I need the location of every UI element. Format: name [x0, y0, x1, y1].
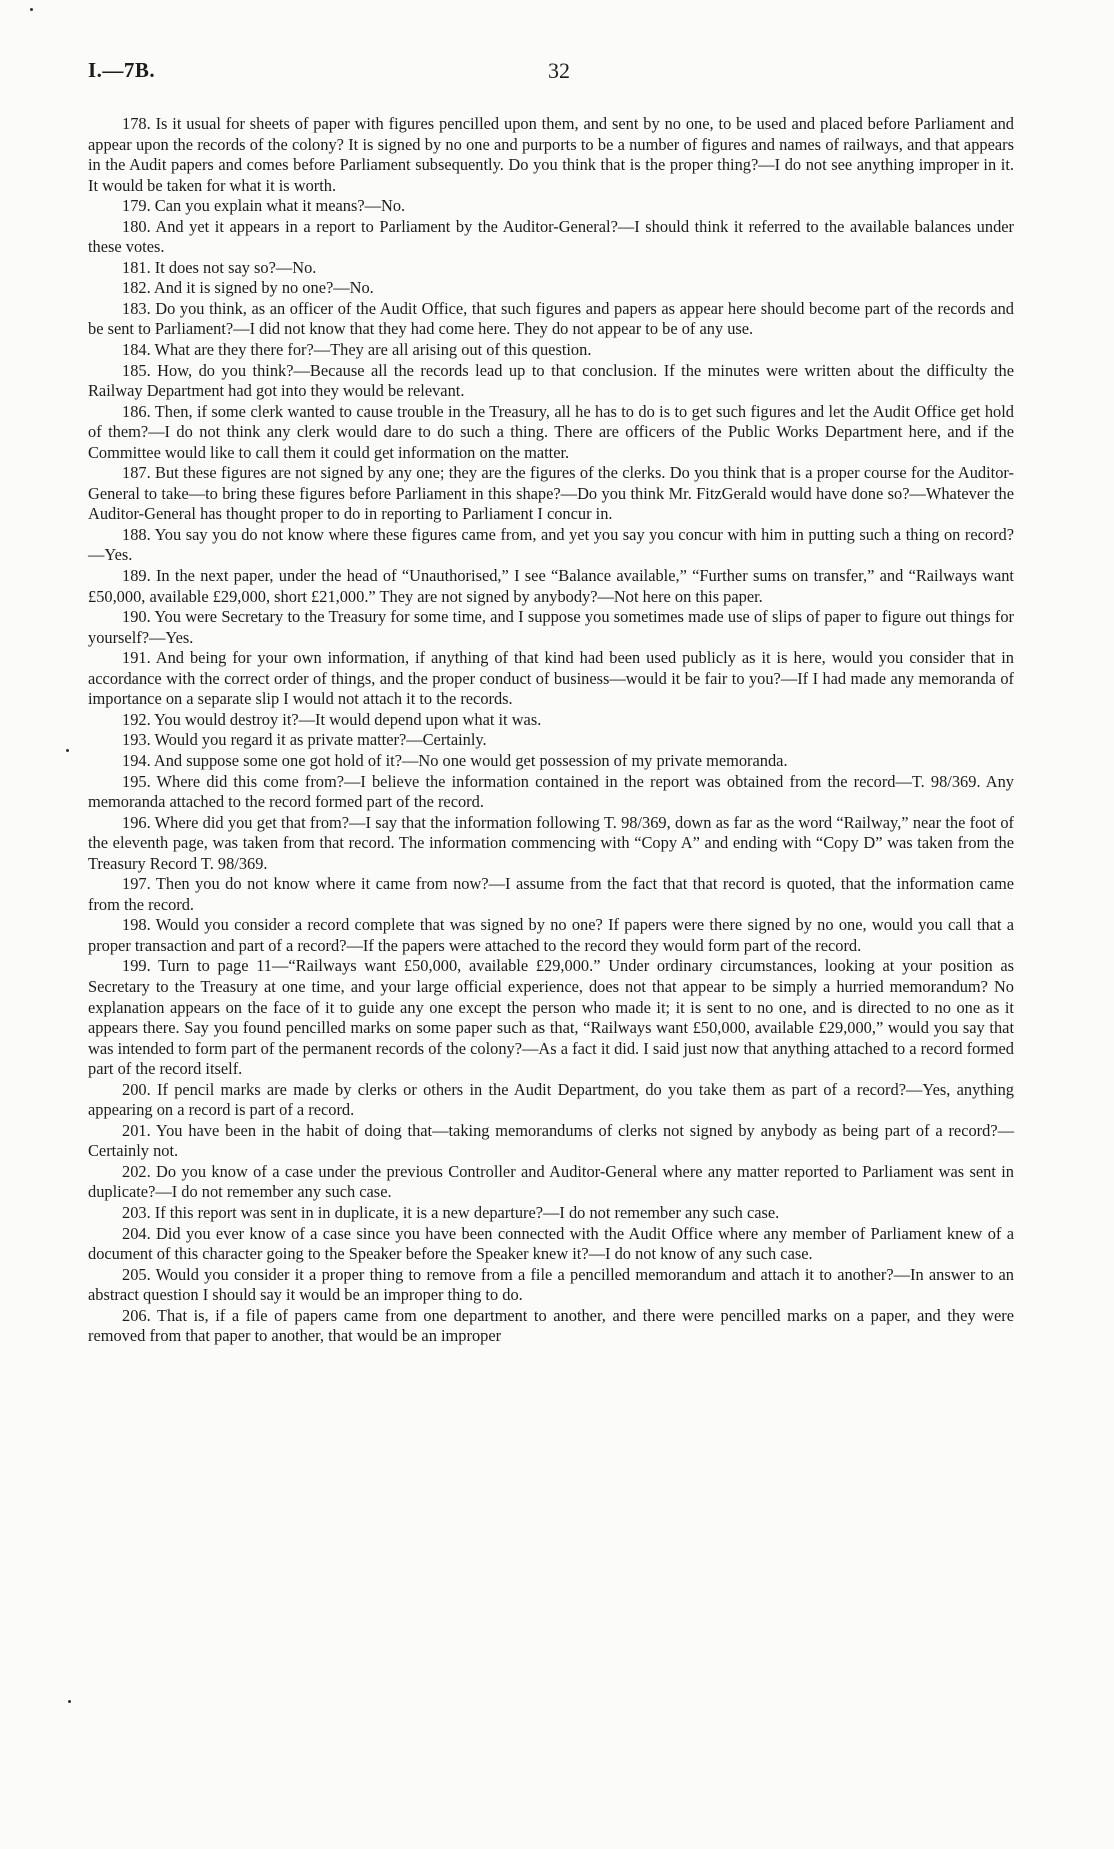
page-number: 32 — [548, 58, 570, 83]
question-201: 201. You have been in the habit of doing that—taking memorandums of clerks not signed by anybody as being part of a record?—Certainly not. — [88, 1120, 1014, 1161]
question-186: 186. Then, if some clerk wanted to cause trouble in the Treasury, all he has to do is to get such figures and let the Audit Office get hold of them?—I do not think any clerk would dare to do such a thing. There are officers of the Public Works Department here, and if the Committee would like to call them it could get information on the matter. — [88, 401, 1014, 462]
document-reference: I.—7B. — [88, 58, 156, 82]
question-178: 178. Is it usual for sheets of paper with figures pencilled upon them, and sent by no one, to be used and placed before Parliament and appear upon the records of the colony? It is signed by no one and purports to be a number of figures and names of railways, and that appears in the Audit papers and comes before Parliament subsequently. Do you think that is the proper thing?—I do not see anything improper in it. It would be taken for what it is worth. — [88, 114, 1014, 195]
question-192: 192. You would destroy it?—It would depend upon what it was. — [122, 709, 542, 729]
page-header — [88, 58, 1028, 92]
question-196: 196. Where did you get that from?—I say that the information following T. 98/369, down as far as the word “Railway,” near the foot of the eleventh page, was taken from that record. The information commencing with “Copy A” and ending with “Copy D” was taken from the Treasury Record T. 98/369. — [88, 812, 1014, 873]
question-191: 191. And being for your own information, if anything of that kind had been used publicly as it is here, would you consider that in accordance with the correct order of things, and the proper conduct of business—would it be fair to you?—If I had made any memoranda of importance on a separate slip I would not attach it to the records. — [88, 648, 1014, 709]
question-202: 202. Do you know of a case under the previous Controller and Auditor-General where any matter reported to Parliament was sent in duplicate?—I do not remember any such case. — [88, 1161, 1014, 1202]
question-204: 204. Did you ever know of a case since you have been connected with the Audit Office where any member of Parliament knew of a document of this character going to the Speaker before the Speaker knew it?—I do not know of any such case. — [88, 1223, 1014, 1264]
scan-speck — [66, 749, 69, 752]
question-187: 187. But these figures are not signed by any one; they are the figures of the clerks. Do you think that is a proper course for the Auditor-General to take—to bring these figures before Parliament in this shape?—Do you think Mr. FitzGerald would have done so?—Whatever the Auditor-General has thought proper to do in reporting to Parliament I concur in. — [88, 463, 1014, 524]
question-182: 182. And it is signed by no one?—No. — [122, 278, 374, 298]
question-181: 181. It does not say so?—No. — [122, 257, 317, 277]
question-199: 199. Turn to page 11—“Railways want £50,000, available £29,000.” Under ordinary circumstances, looking at your position as Secretary to the Treasury at one time, and your large official experience, does not that appear to be simply a hurried memorandum? No explanation appears on the face of it to guide any one except the person who made it; it is sent to no one, and is directed to no one as it appears there. Say you found pencilled marks on some paper such as that, “Railways want £50,000, available £29,000,” would you say that was intended to form part of the permanent records of the colony?—As a fact it did. I said just now that anything attached to a record formed part of the record itself. — [88, 956, 1014, 1079]
question-185: 185. How, do you think?—Because all the records lead up to that conclusion. If the minutes were written about the difficulty the Railway Department had got into they would be relevant. — [88, 360, 1014, 401]
testimony-body — [88, 114, 1014, 1347]
question-200: 200. If pencil marks are made by clerks or others in the Audit Department, do you take them as part of a record?—Yes, anything appearing on a record is part of a record. — [88, 1079, 1014, 1120]
question-203: 203. If this report was sent in in duplicate, it is a new departure?—I do not remember any such case. — [122, 1202, 780, 1222]
question-190: 190. You were Secretary to the Treasury for some time, and I suppose you sometimes made use of slips of paper to figure out things for yourself?—Yes. — [88, 607, 1014, 647]
question-194: 194. And suppose some one got hold of it?—No one would get possession of my private memoranda. — [122, 750, 788, 770]
question-184: 184. What are they there for?—They are all arising out of this question. — [122, 340, 592, 360]
question-193: 193. Would you regard it as private matter?—Certainly. — [122, 730, 487, 750]
question-188: 188. You say you do not know where these figures came from, and yet you say you concur with him in putting such a thing on record?—Yes. — [88, 524, 1014, 565]
question-179: 179. Can you explain what it means?—No. — [122, 196, 406, 216]
question-180: 180. And yet it appears in a report to Parliament by the Auditor-General?—I should think it referred to the available balances under these votes. — [88, 216, 1014, 257]
question-183: 183. Do you think, as an officer of the Audit Office, that such figures and papers as appear here should become part of the records and be sent to Parliament?—I did not know that they had come here. They do not appear to be of any use. — [88, 298, 1014, 339]
question-206: 206. That is, if a file of papers came from one department to another, and there were pencilled marks on a paper, and they were removed from that paper to another, that would be an improper — [88, 1305, 1014, 1346]
question-198: 198. Would you consider a record complete that was signed by no one? If papers were there signed by no one, would you call that a proper transaction and part of a record?—If the papers were attached to the record they would form part of the record. — [88, 915, 1014, 955]
scan-speck — [30, 8, 33, 11]
question-195: 195. Where did this come from?—I believe the information contained in the report was obtained from the record—T. 98/369. Any memoranda attached to the record formed part of the record. — [88, 771, 1014, 812]
question-205: 205. Would you consider it a proper thing to remove from a file a pencilled memorandum and attach it to another?—In answer to an abstract question I should say it would be an improper thing to do. — [88, 1264, 1014, 1305]
question-189: 189. In the next paper, under the head of “Unauthorised,” I see “Balance available,” “Further sums on transfer,” and “Railways want £50,000, available £29,000, short £21,000.” They are not signed by anybody?—Not here on this paper. — [88, 566, 1014, 606]
question-197: 197. Then you do not know where it came from now?—I assume from the fact that that record is quoted, that the information came from the record. — [88, 874, 1014, 914]
scan-speck — [68, 1700, 71, 1703]
